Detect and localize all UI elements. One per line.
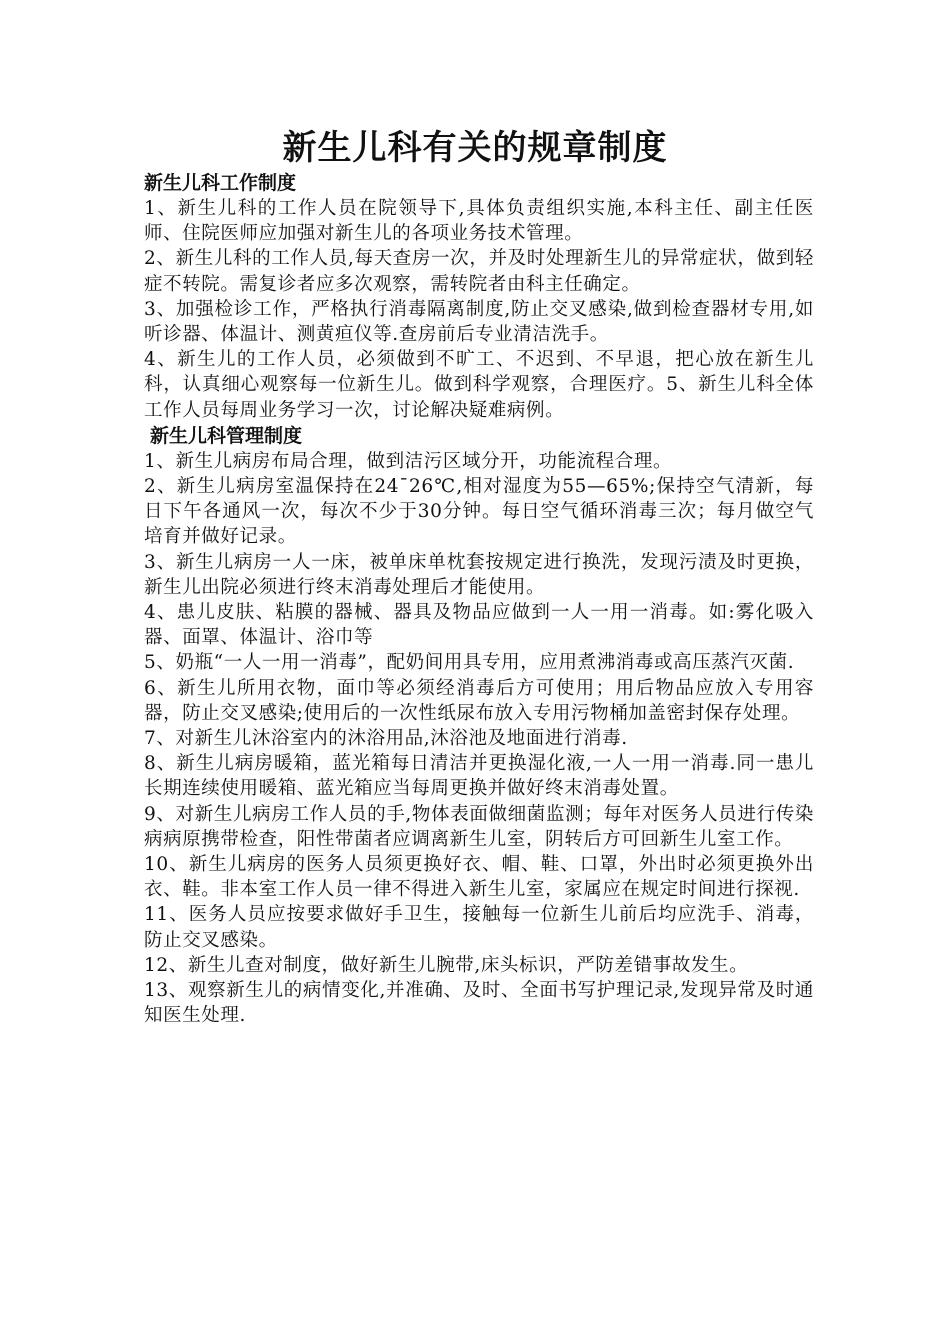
work-rule-paragraph: 3、加强检诊工作，严格执行消毒隔离制度,防止交叉感染,做到检查器材专用,如听诊器、体温计、测黄疸仪等.查房前后专业清洁洗手。 <box>144 298 814 346</box>
management-rule-paragraph: 5、奶瓶“一人一用一消毒”，配奶间用具专用，应用煮沸消毒或高压蒸汽灭菌. <box>144 652 795 674</box>
work-rule-paragraph: 2、新生儿科的工作人员,每天查房一次，并及时处理新生儿的异常症状，做到轻症不转院。需复诊者应多次观察，需转院者由科主任确定。 <box>144 248 814 295</box>
management-rule-paragraph: 12、新生儿查对制度，做好新生儿腕带,床头标识，严防差错事故发生。 <box>144 954 749 976</box>
work-rule-paragraph: 4、新生儿的工作人员，必须做到不旷工、不迟到、不早退，把心放在新生儿科，认真细心观察每一位新生儿。做到科学观察，合理医疗。5、新生儿科全体工作人员每周业务学习一次，讨论解决疑难病例。 <box>144 349 814 421</box>
section-heading-work-rules: 新生儿科工作制度 <box>144 172 297 194</box>
management-rule-paragraph: 6、新生儿所用衣物，面巾等必须经消毒后方可使用；用后物品应放入专用容器，防止交叉感染;使用后的一次性纸尿布放入专用污物桶加盖密封保存处理。 <box>144 677 814 724</box>
document-body <box>144 170 814 1029</box>
document-title: 新生儿科有关的规章制度 <box>282 128 668 168</box>
management-rule-paragraph: 4、患儿皮肤、粘膜的器械、器具及物品应做到一人一用一消毒。如:雾化吸入器、面罩、体温计、浴巾等 <box>144 602 814 649</box>
management-rule-paragraph: 8、新生儿病房暖箱，蓝光箱每日清洁并更换湿化液,一人一用一消毒.同一患儿长期连续使用暖箱、蓝光箱应当每周更换并做好终末消毒处置。 <box>144 753 814 800</box>
management-rule-paragraph: 7、对新生儿沐浴室内的沐浴用品,沐浴池及地面进行消毒. <box>144 728 628 750</box>
management-rule-paragraph: 1、新生儿病房布局合理，做到洁污区域分开，功能流程合理。 <box>144 450 673 472</box>
management-rule-paragraph: 11、医务人员应按要求做好手卫生，接触每一位新生儿前后均应洗手、消毒，防止交叉感染。 <box>144 904 814 951</box>
management-rule-paragraph: 3、新生儿病房一人一床，被单床单枕套按规定进行换洗，发现污渍及时更换，新生儿出院必须进行终末消毒处理后才能使用。 <box>144 551 814 598</box>
management-rule-paragraph: 2、新生儿病房室温保持在24¯26℃,相对湿度为55—65%;保持空气清新，每日下午各通风一次，每次不少于30分钟。每日空气循环消毒三次；每月做空气培育并做好记录。 <box>144 476 814 548</box>
section-heading-management-rules: 新生儿科管理制度 <box>150 424 303 447</box>
management-rule-paragraph: 13、观察新生儿的病情变化,并准确、及时、全面书写护理记录,发现异常及时通知医生处理. <box>144 980 814 1027</box>
management-rule-paragraph: 10、新生儿病房的医务人员须更换好衣、帽、鞋、口罩，外出时必须更换外出衣、鞋。非本室工作人员一律不得进入新生儿室，家属应在规定时间进行探视. <box>144 854 814 901</box>
management-rule-paragraph: 9、对新生儿病房工作人员的手,物体表面做细菌监测；每年对医务人员进行传染病病原携带检查，阳性带菌者应调离新生儿室，阴转后方可回新生儿室工作。 <box>144 803 814 850</box>
work-rule-paragraph: 1、新生儿科的工作人员在院领导下,具体负责组织实施,本科主任、副主任医师、住院医师应加强对新生儿的各项业务技术管理。 <box>144 198 814 245</box>
